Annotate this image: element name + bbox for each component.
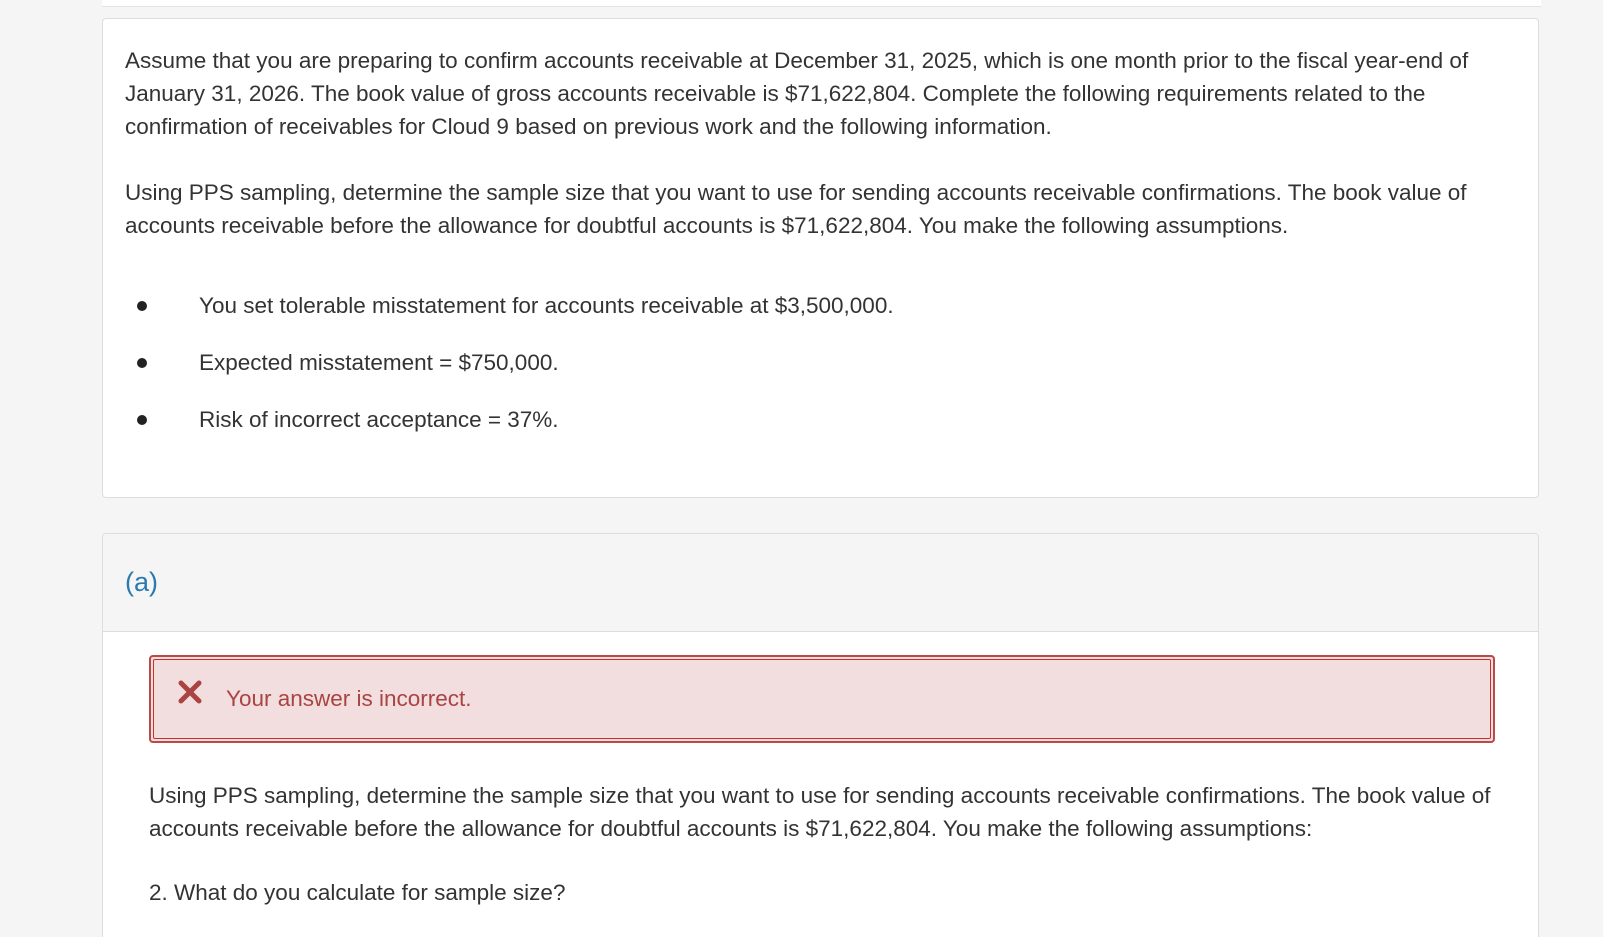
part-label: (a) (125, 567, 158, 597)
assumptions-list (125, 289, 894, 460)
problem-intro-paragraph: Assume that you are preparing to confirm accounts receivable at December 31, 2025, which is one month prior to the fiscal year-end of January 31, 2026. The book value of gross accounts receivable is $71,622,804. Complete the following requirements related to the confirmation of receivables for Cloud 9 based on previous work and the following information. (125, 48, 1469, 139)
assumption-expected-misstatement: Expected misstatement = $750,000. (199, 350, 559, 375)
question-text: Using PPS sampling, determine the sample size that you want to use for sending accounts receivable confirmations. The book value of accounts receivable before the allowance for doubtful accounts is $71,622,804. You make the following assumptions: (149, 783, 1491, 841)
question-prompt: 2. What do you calculate for sample size? (149, 880, 566, 905)
list-item (125, 403, 894, 460)
part-a-panel (102, 533, 1539, 937)
part-a-header (103, 534, 1538, 632)
feedback-message: Your answer is incorrect. (226, 686, 472, 711)
bullet-icon (137, 358, 147, 368)
previous-panel-edge (102, 0, 1541, 7)
incorrect-answer-alert (149, 655, 1495, 743)
list-item (125, 289, 894, 346)
assumption-risk-incorrect-acceptance: Risk of incorrect acceptance = 37%. (199, 407, 559, 432)
bullet-icon (137, 301, 147, 311)
pps-sampling-paragraph: Using PPS sampling, determine the sample size that you want to use for sending accounts receivable confirmations. The book value of accounts receivable before the allowance for doubtful accounts is $71,622,804. You make the following assumptions. (125, 180, 1467, 238)
problem-statement-panel (102, 18, 1539, 498)
bullet-icon (137, 415, 147, 425)
list-item (125, 346, 894, 403)
assumption-tolerable-misstatement: You set tolerable misstatement for accounts receivable at $3,500,000. (199, 293, 894, 318)
x-mark-icon (176, 678, 204, 706)
